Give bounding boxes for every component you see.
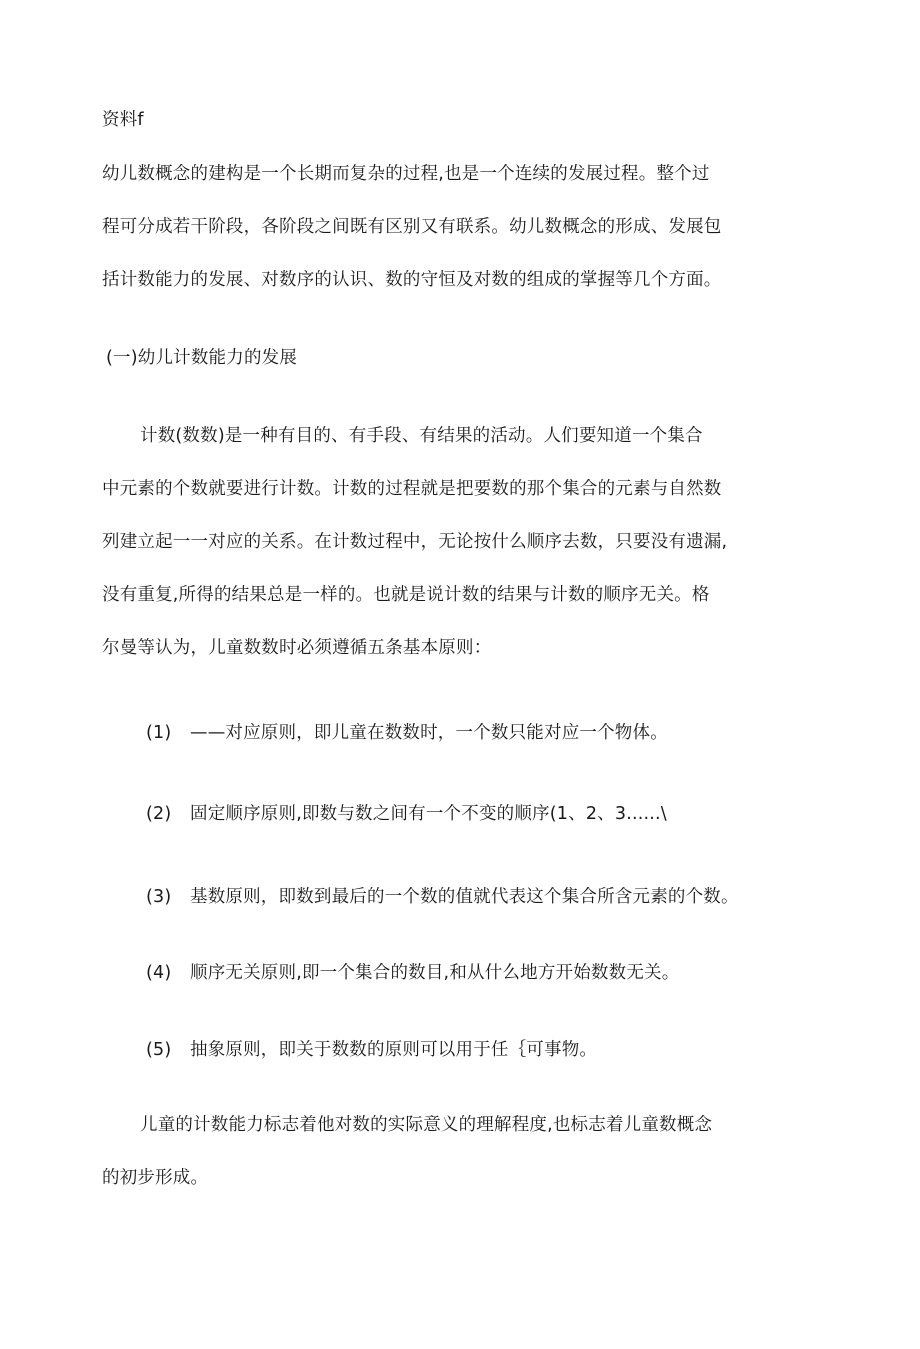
principle-number: (4) (146, 963, 172, 983)
document-label: 资料f (102, 110, 144, 130)
principle-item (146, 802, 667, 826)
paragraph-line-2: 中元素的个数就要进行计数。计数的过程就是把要数的那个集合的元素与自然数 (102, 479, 722, 499)
intro-line-2: 程可分成若干阶段，各阶段之间既有区别又有联系。幼儿数概念的形成、发展包 (102, 217, 722, 237)
closing-line-1: 儿童的计数能力标志着他对数的实际意义的理解程度,也标志着儿童数概念 (140, 1115, 713, 1135)
intro-line-1: 幼儿数概念的建构是一个长期而复杂的过程,也是一个连续的发展过程。整个过 (102, 164, 710, 184)
intro-line-3: 括计数能力的发展、对数序的认识、数的守恒及对数的组成的掌握等几个方面。 (102, 270, 722, 290)
paragraph-line-5: 尔曼等认为，儿童数数时必须遵循五条基本原则： (102, 638, 492, 658)
principle-item (146, 1038, 597, 1062)
principle-item (146, 885, 739, 909)
principle-text: 固定顺序原则,即数与数之间有一个不变的顺序(1、2、3......\ (190, 804, 667, 824)
principle-number: (2) (146, 804, 172, 824)
principle-number: (5) (146, 1040, 172, 1060)
principle-item (146, 721, 668, 745)
paragraph-line-3: 列建立起一一对应的关系。在计数过程中，无论按什么顺序去数，只要没有遗漏, (102, 532, 728, 552)
section-heading: (一)幼儿计数能力的发展 (106, 348, 298, 368)
principle-text: ——对应原则，即儿童在数数时，一个数只能对应一个物体。 (190, 723, 668, 743)
principle-item (146, 961, 679, 985)
closing-line-2: 的初步形成。 (102, 1168, 209, 1188)
paragraph-line-4: 没有重复,所得的结果总是一样的。也就是说计数的结果与计数的顺序无关。格 (102, 585, 710, 605)
principle-number: (1) (146, 723, 172, 743)
principle-number: (3) (146, 887, 172, 907)
principle-text: 抽象原则，即关于数数的原则可以用于任｛可事物。 (190, 1040, 598, 1060)
paragraph-line-1: 计数(数数)是一种有目的、有手段、有结果的活动。人们要知道一个集合 (140, 426, 703, 446)
principle-text: 基数原则，即数到最后的一个数的值就代表这个集合所含元素的个数。 (190, 887, 739, 907)
principle-text: 顺序无关原则,即一个集合的数目,和从什么地方开始数数无关。 (190, 963, 680, 983)
